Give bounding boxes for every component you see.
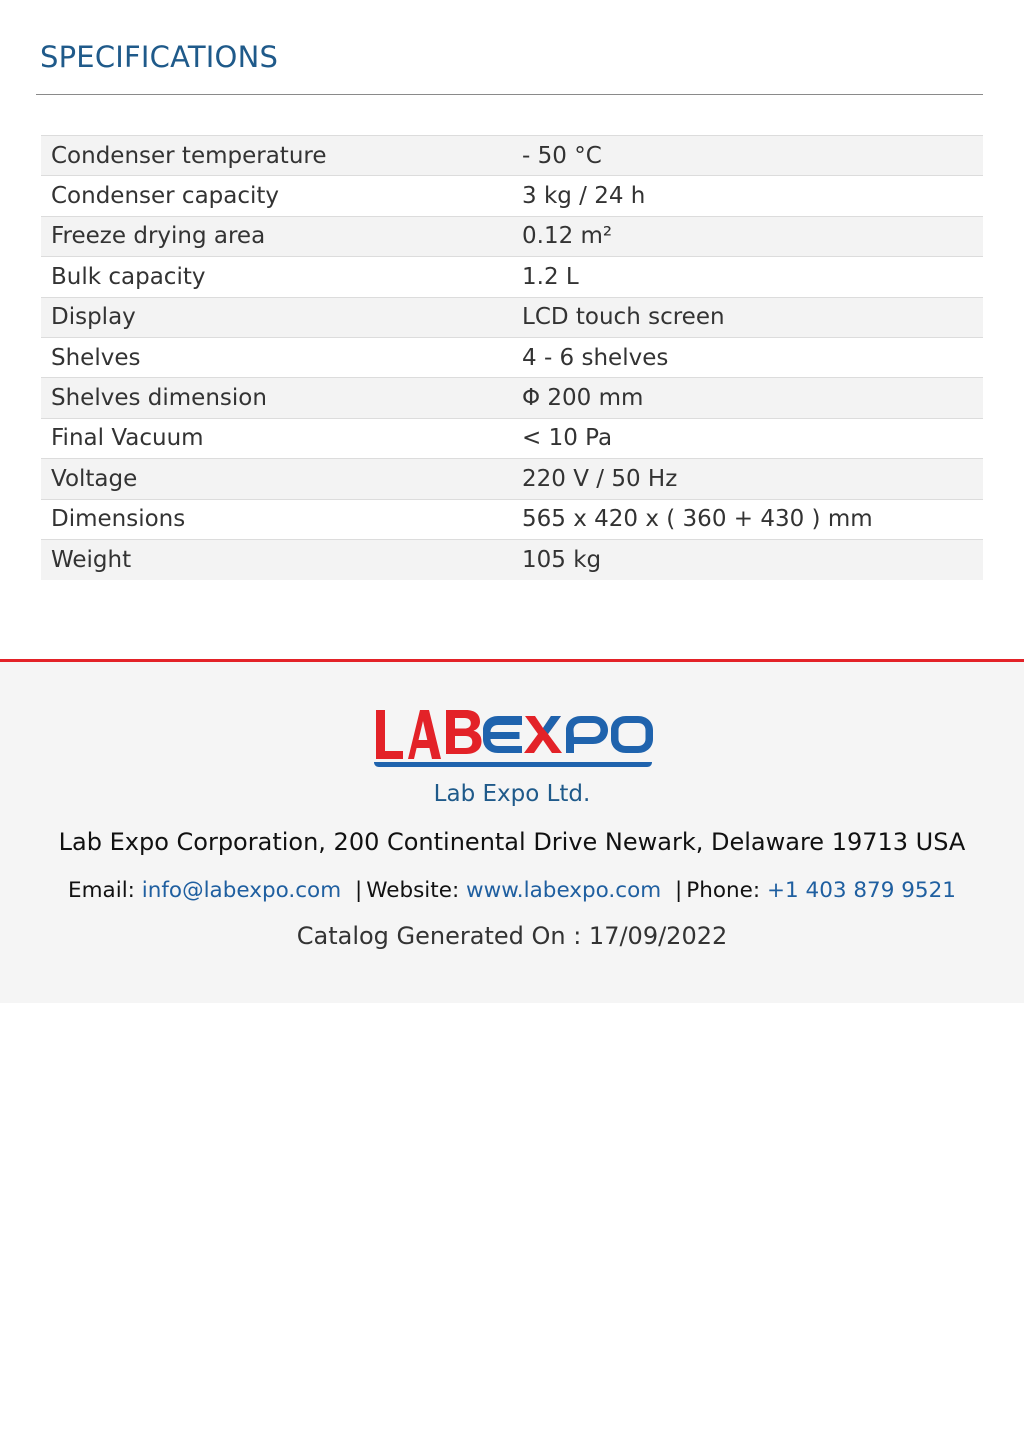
spec-value: Φ 200 mm [512,378,983,418]
spec-row [41,257,983,297]
phone-label: Phone: [686,878,761,903]
catalog-generated-date: Catalog Generated On : 17/09/2022 [296,922,728,950]
spec-label: Condenser capacity [41,176,512,216]
footer [0,659,1024,1003]
spec-value: 0.12 m² [512,216,983,256]
spec-value: 1.2 L [512,257,983,297]
spec-label: Freeze drying area [41,216,512,256]
spec-row [41,499,983,539]
title-divider [36,94,983,95]
company-name: Lab Expo Ltd. [433,781,591,807]
spec-value: < 10 Pa [512,418,983,458]
spec-label: Weight [41,539,512,579]
spec-label: Display [41,297,512,337]
spec-label: Final Vacuum [41,418,512,458]
phone-link[interactable]: +1 403 879 9521 [766,878,956,903]
spec-value: 4 - 6 shelves [512,337,983,377]
separator: | [354,878,363,903]
company-address: Lab Expo Corporation, 200 Continental Drive Newark, Delaware 19713 USA [58,828,966,856]
spec-row [41,176,983,216]
specifications-table [41,135,983,580]
specifications-title: SPECIFICATIONS [40,40,279,74]
spec-label: Condenser temperature [41,136,512,176]
spec-row [41,418,983,458]
spec-row [41,297,983,337]
spec-label: Shelves dimension [41,378,512,418]
spec-label: Dimensions [41,499,512,539]
website-label: Website: [366,878,460,903]
spec-row [41,378,983,418]
spec-row [41,539,983,579]
spec-row [41,216,983,256]
spec-value: - 50 °C [512,136,983,176]
spec-value: 565 x 420 x ( 360 + 430 ) mm [512,499,983,539]
spec-row [41,136,983,176]
spec-value: 105 kg [512,539,983,579]
contact-line [0,878,1024,903]
email-link[interactable]: info@labexpo.com [141,878,342,903]
email-label: Email: [68,878,135,903]
separator: | [675,878,683,903]
spec-value: 3 kg / 24 h [512,176,983,216]
spec-value: 220 V / 50 Hz [512,459,983,499]
spec-label: Shelves [41,337,512,377]
spec-row [41,337,983,377]
labexpo-logo [372,706,654,770]
spec-row [41,459,983,499]
spec-label: Bulk capacity [41,257,512,297]
spec-label: Voltage [41,459,512,499]
website-link[interactable]: www.labexpo.com [466,878,662,903]
spec-value: LCD touch screen [512,297,983,337]
